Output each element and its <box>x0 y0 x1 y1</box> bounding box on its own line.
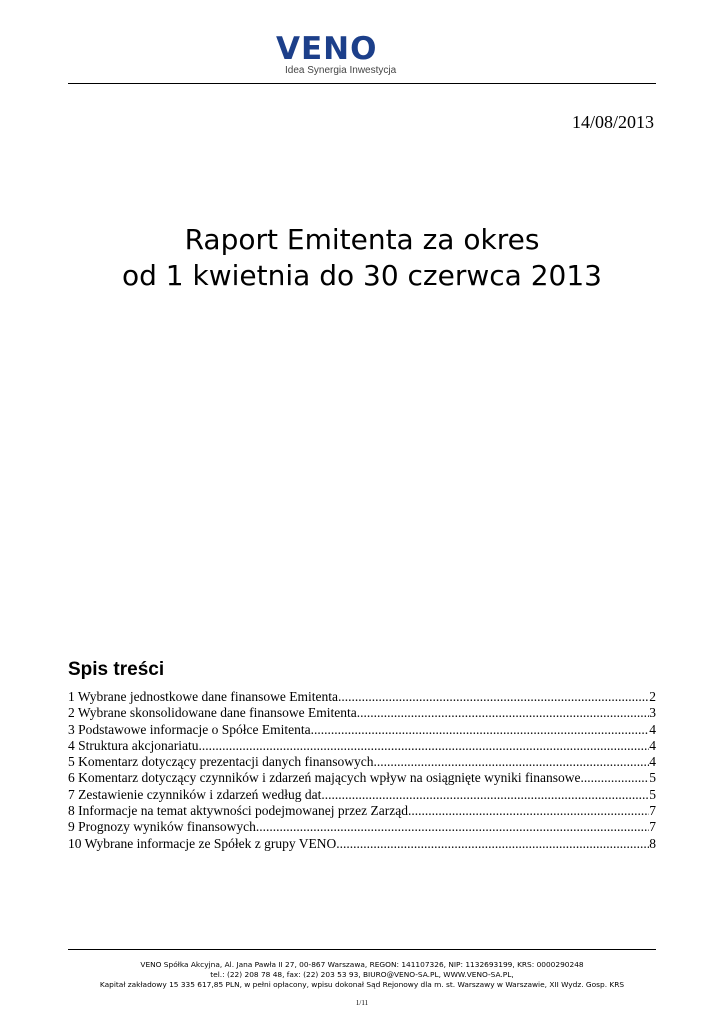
toc-entry-page: 7 <box>649 819 656 835</box>
report-title-line-1: Raport Emitenta za okres <box>184 223 540 256</box>
toc-entry-label: 6 Komentarz dotyczący czynników i zdarzeń mających wpływ na osiągnięte wyniki finansowe <box>68 770 581 786</box>
toc-entry-label: 9 Prognozy wyników finansowych <box>68 819 256 835</box>
toc-entry-page: 5 <box>649 770 656 786</box>
toc-entry-page: 4 <box>649 721 656 737</box>
toc-entry-label: 8 Informacje na temat aktywności podejmowanej przez Zarząd <box>68 803 408 819</box>
toc-dot-leader <box>338 689 649 705</box>
toc-entry-label: 2 Wybrane skonsolidowane dane finansowe Emitenta <box>68 705 357 721</box>
toc-dot-leader <box>321 787 649 803</box>
toc-entry[interactable] <box>68 705 656 721</box>
toc-entry-page: 8 <box>649 835 656 851</box>
toc-entry[interactable] <box>68 803 656 819</box>
footer-divider <box>68 949 656 950</box>
logo-wordmark: VENO <box>276 31 378 67</box>
toc-entry-label: 7 Zestawienie czynników i zdarzeń według dat <box>68 786 322 802</box>
report-date: 14/08/2013 <box>571 112 654 132</box>
toc-dot-leader <box>336 836 649 852</box>
company-footer <box>68 960 656 990</box>
footer-line-capital: Kapitał zakładowy 15 335 617,85 PLN, w pełni opłacony, wpisu dokonał Sąd Rejonowy dla m. st. Warszawy w Warszawie, XII Wydz. Gosp. KRS <box>99 980 625 989</box>
toc-dot-leader <box>374 754 650 770</box>
toc-entry-page: 5 <box>649 786 656 802</box>
toc-entry[interactable] <box>68 689 656 705</box>
toc-dot-leader <box>311 722 650 738</box>
toc-entry-page: 2 <box>649 689 656 704</box>
toc-heading: Spis treści <box>68 659 165 680</box>
veno-logo <box>273 30 418 80</box>
toc-entry[interactable] <box>68 770 656 786</box>
toc-entry-label: 10 Wybrane informacje ze Spółek z grupy VENO <box>68 835 337 851</box>
header-divider <box>68 83 656 84</box>
toc-dot-leader <box>408 803 649 819</box>
toc-entry-page: 4 <box>649 754 656 770</box>
toc-entry[interactable] <box>68 754 656 770</box>
toc-entry[interactable] <box>68 819 656 835</box>
table-of-contents <box>68 689 656 852</box>
toc-entry-label: 4 Struktura akcjonariatu <box>68 737 199 753</box>
toc-dot-leader <box>357 705 650 721</box>
logo-tagline: Idea Synergia Inwestycja <box>285 65 397 76</box>
footer-line-contact: tel.: (22) 208 78 48, fax: (22) 203 53 93, BIURO@VENO-SA.PL, WWW.VENO-SA.PL, <box>210 970 514 979</box>
toc-entry[interactable] <box>68 836 656 852</box>
toc-dot-leader <box>198 738 649 754</box>
toc-dot-leader <box>256 819 649 835</box>
page-number: 1/11 <box>355 999 369 1007</box>
toc-entry-label: 1 Wybrane jednostkowe dane finansowe Emitenta <box>68 689 338 704</box>
toc-entry[interactable] <box>68 722 656 738</box>
toc-entry-label: 5 Komentarz dotyczący prezentacji danych finansowych <box>68 754 374 770</box>
toc-entry-page: 7 <box>649 803 656 819</box>
toc-entry-label: 3 Podstawowe informacje o Spółce Emitenta <box>68 721 311 737</box>
report-title-line-2: od 1 kwietnia do 30 czerwca 2013 <box>122 259 602 292</box>
toc-entry[interactable] <box>68 738 656 754</box>
toc-entry-page: 4 <box>649 737 656 753</box>
toc-entry[interactable] <box>68 787 656 803</box>
toc-entry-page: 3 <box>649 705 656 721</box>
toc-dot-leader <box>580 770 649 786</box>
footer-line-address: VENO Spółka Akcyjna, Al. Jana Pawła II 27, 00-867 Warszawa, REGON: 141107326, NIP: 1132693199, KRS: 0000290248 <box>140 960 584 969</box>
